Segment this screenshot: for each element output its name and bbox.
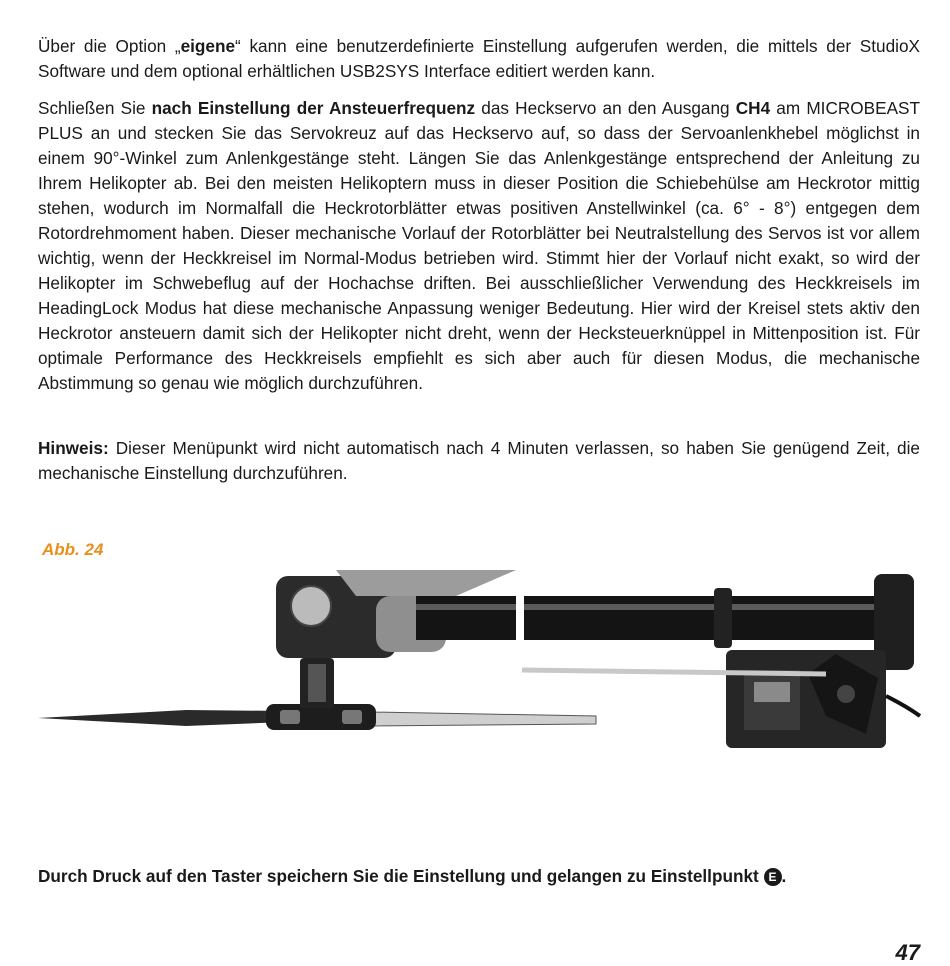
tail-boom [416,596,516,640]
instruction-paragraph [38,96,920,396]
text-run: Über die Option „ [38,36,181,56]
emphasis-text: nach Einstellung der Ansteuerfrequenz [151,98,476,118]
intro-paragraph [38,34,920,84]
text-run: Dieser Menüpunkt wird nicht automatisch nach 4 Minuten verlassen, so haben Sie genügend Zeit, die mechanische Einstellung durchzuführen. [38,438,920,483]
closing-text: Durch Druck auf den Taster speichern Sie die Einstellung und gelangen zu Einstellpunkt [38,866,764,886]
note-label: Hinweis: [38,438,109,458]
tail-blade-right [371,712,596,726]
channel-label: CH4 [735,98,771,118]
text-run: Schließen Sie [38,98,152,118]
text-run: “ kann eine benutzerdefinierte Einstellung aufgerufen werden, die mittels der StudioX Software und dem optional erhältlichen USB2SYS Interface editiert werden kann. [38,36,920,81]
text-run: das Heckservo an den Ausgang [475,98,736,118]
note-paragraph [38,436,920,486]
tail-blade [38,710,286,726]
step-e-icon: E [764,868,782,886]
figure-caption: Abb. 24 [42,540,104,559]
closing-instruction [38,864,786,889]
tail-rotor-photo [36,566,922,762]
option-name: eigene [180,36,236,56]
closing-end: . [781,866,787,886]
page-number: 47 [895,940,920,965]
text-run: am MICROBEAST PLUS an und stecken Sie das Servokreuz auf das Heckservo auf, so dass der Servoanlenkhebel möglichst in einem 90°-Winkel zum Anlenkgestänge steht. Längen Sie das Anlenkgestänge entsprechend der Anleitung zu Ihrem Helikopter ab. Bei den meisten Helikoptern muss in dieser Position die Schiebehülse am Heckrotor mittig stehen, wodurch im Normalfall die Heckrotorblätter etwas positiven Anstellwinkel (ca. 6° - 8°) entgegen dem Rotordrehmoment haben. Dieser mechanische Vorlauf der Rotorblätter bei Neutralstellung des Servos ist vor allem wichtig, wenn der Heckkreisel im Normal-Modus betrieben wird. Stimmt hier der Vorlauf nicht exakt, so wird der Helikopter im Schwebeflug auf der Hochachse driften. Bei ausschließlicher Verwendung des Heckkreisels im HeadingLock Modus hat diese mechanische Anpassung weniger Bedeutung. Hier wird der Kreisel stets aktiv den Heckrotor ansteuern damit sich der Helikopter nicht dreht, wenn der Hecksteuerknüppel in Mittenposition ist. Für optimale Performance des Heckkreisels empfiehlt es sich aber auch für diesen Modus, die mechanische Abstimmung so genau wie möglich durchzuführen. [38,98,921,393]
